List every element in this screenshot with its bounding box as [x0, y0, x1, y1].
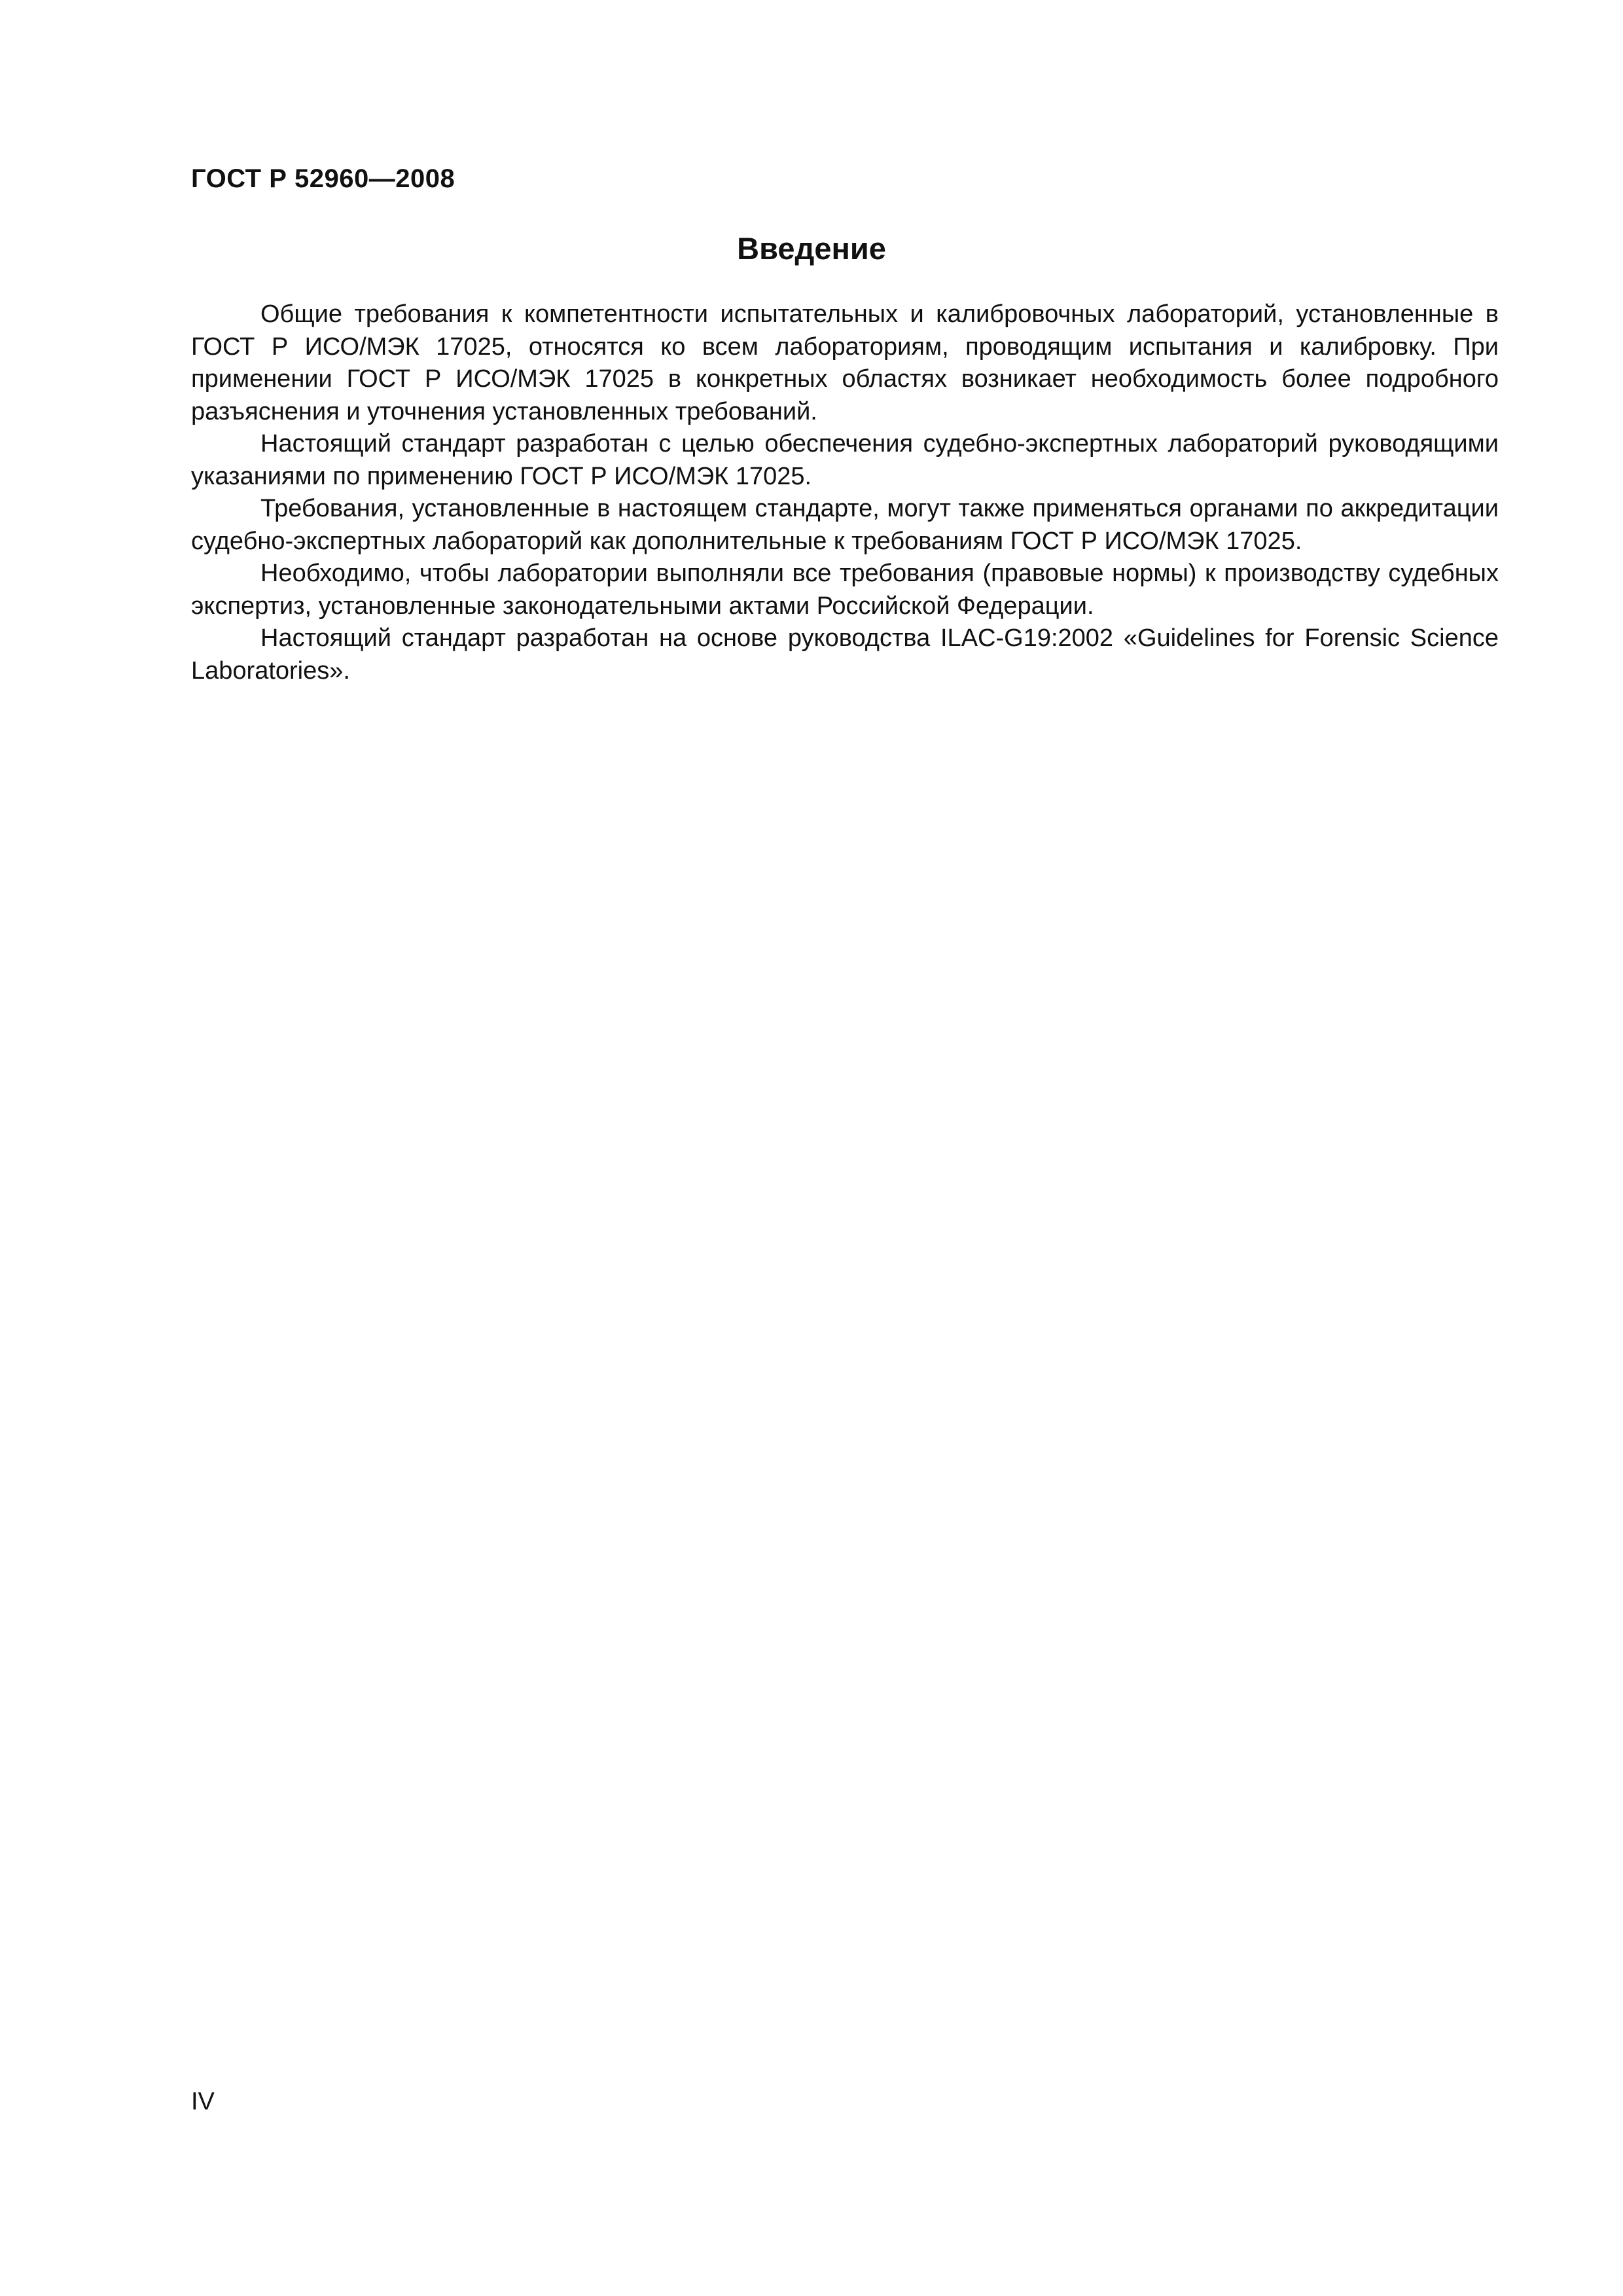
- document-code: ГОСТ Р 52960—2008: [191, 164, 455, 193]
- section-title: Введение: [737, 231, 886, 266]
- paragraph: Настоящий стандарт разработан на основе руководства ILAC-G19:2002 «Guidelines for Forensic Science Laboratories».: [191, 624, 1499, 685]
- paragraph: Настоящий стандарт разработан с целью обеспечения судебно-экспертных лабораторий руководящими указаниями по применению ГОСТ Р ИСО/МЭК 17025.: [191, 430, 1499, 490]
- page-number: IV: [191, 2088, 215, 2115]
- paragraph: Общие требования к компетентности испытательных и калибровочных лабораторий, установленные в ГОСТ Р ИСО/МЭК 17025, относятся ко всем лабораториям, проводящим испытания и калибровку. При применении ГОСТ Р ИСО/МЭК 17025 в конкретных областях возникает необходимость более подробного разъяснения и уточнения установленных требований.: [191, 300, 1499, 425]
- introduction-body: [191, 298, 1499, 687]
- paragraph: Необходимо, чтобы лаборатории выполняли все требования (правовые нормы) к производству судебных экспертиз, установленные законодательными актами Российской Федерации.: [191, 560, 1499, 620]
- paragraph: Требования, установленные в настоящем стандарте, могут также применяться органами по аккредитации судебно-экспертных лабораторий как дополнительные к требованиям ГОСТ Р ИСО/МЭК 17025.: [191, 495, 1499, 555]
